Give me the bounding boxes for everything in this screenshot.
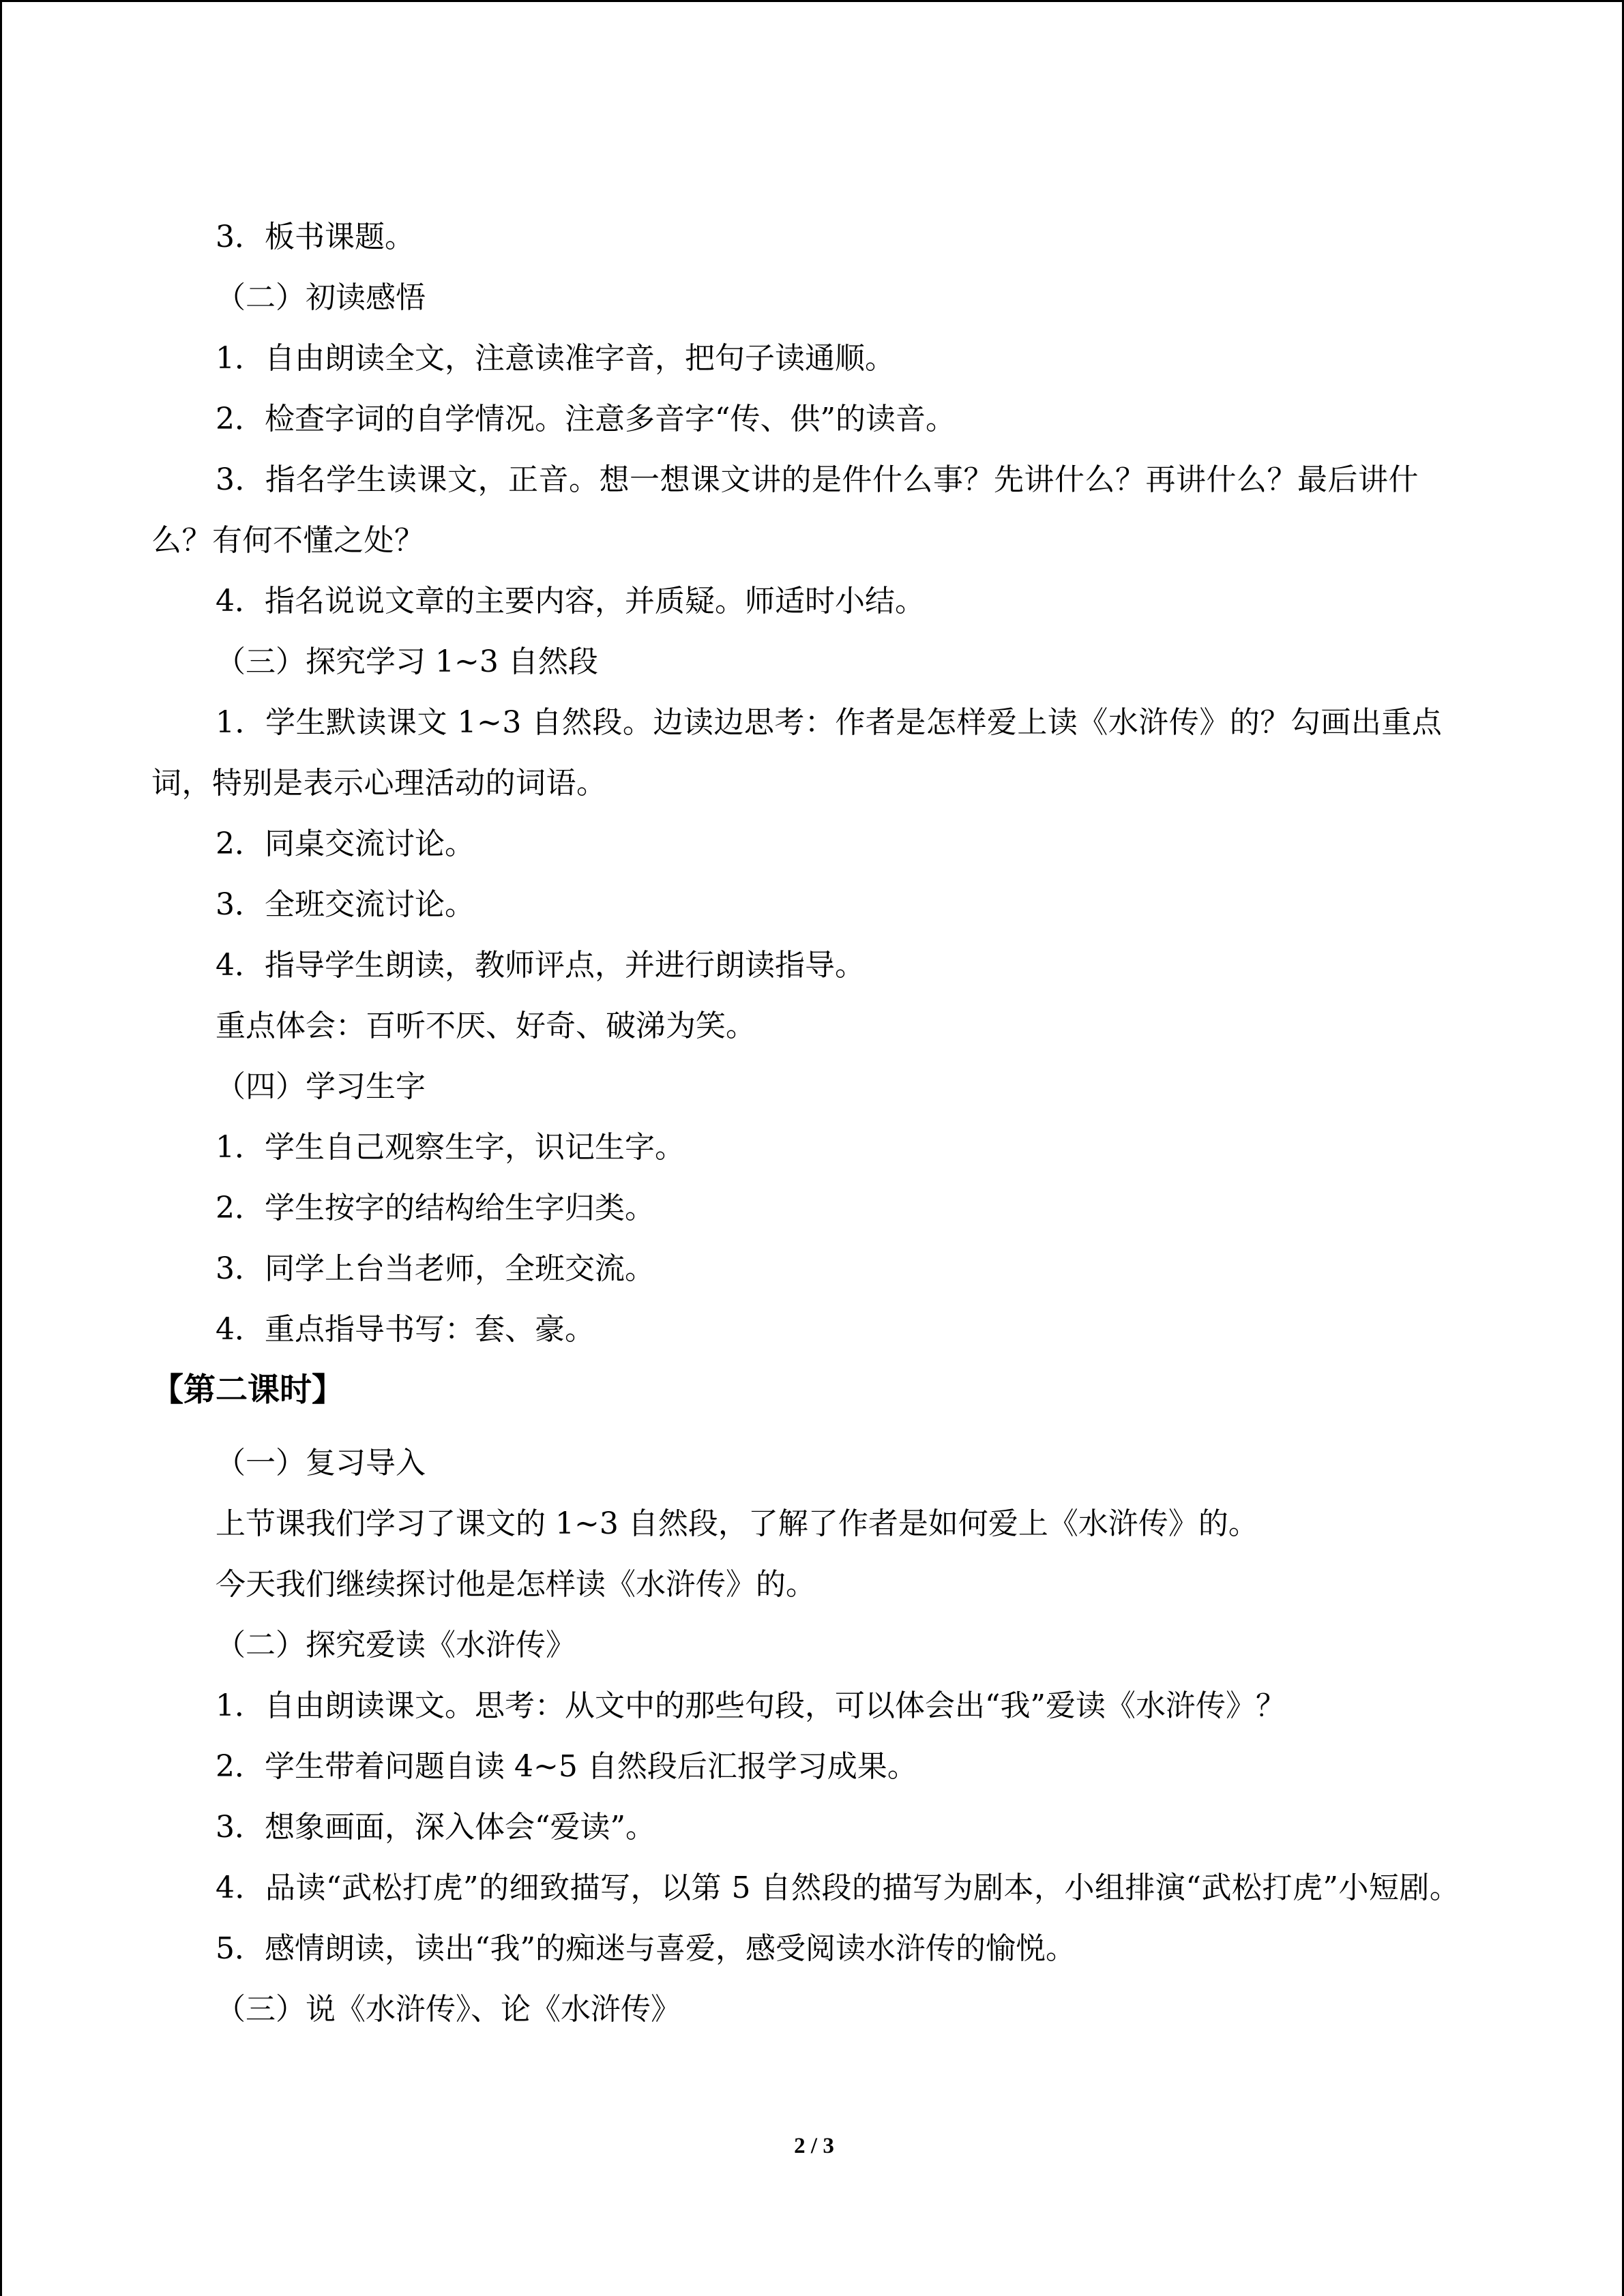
paragraph: 2．学生带着问题自读 4~5 自然段后汇报学习成果。: [216, 1749, 917, 1784]
paragraph: 4．指名说说文章的主要内容，并质疑。师适时小结。: [216, 584, 925, 618]
section-heading: 【第二课时】: [151, 1371, 344, 1409]
paragraph: 3．指名学生读课文，正音。想一想课文讲的是件什么事？先讲什么？再讲什么？最后讲什么？有何不懂之处？: [151, 462, 1419, 558]
paragraph: 1．自由朗读全文，注意读准字音，把句子读通顺。: [216, 341, 895, 376]
subsection-heading: （四）学习生字: [216, 1069, 426, 1104]
paragraph: 2．同桌交流讨论。: [216, 826, 475, 861]
paragraph: 3．想象画面，深入体会“爱读”。: [216, 1810, 655, 1845]
paragraph: 4．品读“武松打虎”的细致描写，以第 5 自然段的描写为剧本，小组排演“武松打虎”小短剧。: [216, 1870, 1460, 1905]
paragraph: 4．指导学生朗读，教师评点，并进行朗读指导。: [216, 948, 865, 983]
page-body: [151, 207, 1477, 2040]
paragraph: 3．板书课题。: [216, 220, 415, 254]
paragraph: 今天我们继续探讨他是怎样读《水浒传》的。: [216, 1567, 816, 1602]
paragraph: 5．感情朗读，读出“我”的痴迷与喜爱，感受阅读水浒传的愉悦。: [216, 1931, 1076, 1966]
paragraph: 3．同学上台当老师，全班交流。: [216, 1251, 655, 1286]
subsection-heading: （三）探究学习 1~3 自然段: [216, 644, 598, 679]
paragraph: 上节课我们学习了课文的 1~3 自然段，了解了作者是如何爱上《水浒传》的。: [216, 1506, 1258, 1541]
paragraph: 2．学生按字的结构给生字归类。: [216, 1191, 655, 1225]
subsection-heading: （三）说《水浒传》、论《水浒传》: [216, 1992, 681, 2027]
paragraph: 4．重点指导书写：套、豪。: [216, 1312, 595, 1347]
spacer: [151, 1420, 1477, 1433]
paragraph: 重点体会：百听不厌、好奇、破涕为笑。: [216, 1009, 756, 1043]
subsection-heading: （二）初读感悟: [216, 280, 426, 315]
paragraph: 2．检查字词的自学情况。注意多音字“传、供”的读音。: [216, 402, 956, 436]
paragraph: 1．自由朗读课文。思考：从文中的那些句段，可以体会出“我”爱读《水浒传》？: [216, 1688, 1286, 1723]
subsection-heading: （二）探究爱读《水浒传》: [216, 1628, 576, 1663]
page-number: 2 / 3: [794, 2134, 834, 2158]
paragraph: 3．全班交流讨论。: [216, 887, 475, 922]
paragraph: 1．学生默读课文 1~3 自然段。边读边思考：作者是怎样爱上读《水浒传》的？勾画出重点词，特别是表示心理活动的词语。: [151, 705, 1443, 801]
subsection-heading: （一）复习导入: [216, 1446, 426, 1480]
paragraph: 1．学生自己观察生字，识记生字。: [216, 1130, 685, 1165]
